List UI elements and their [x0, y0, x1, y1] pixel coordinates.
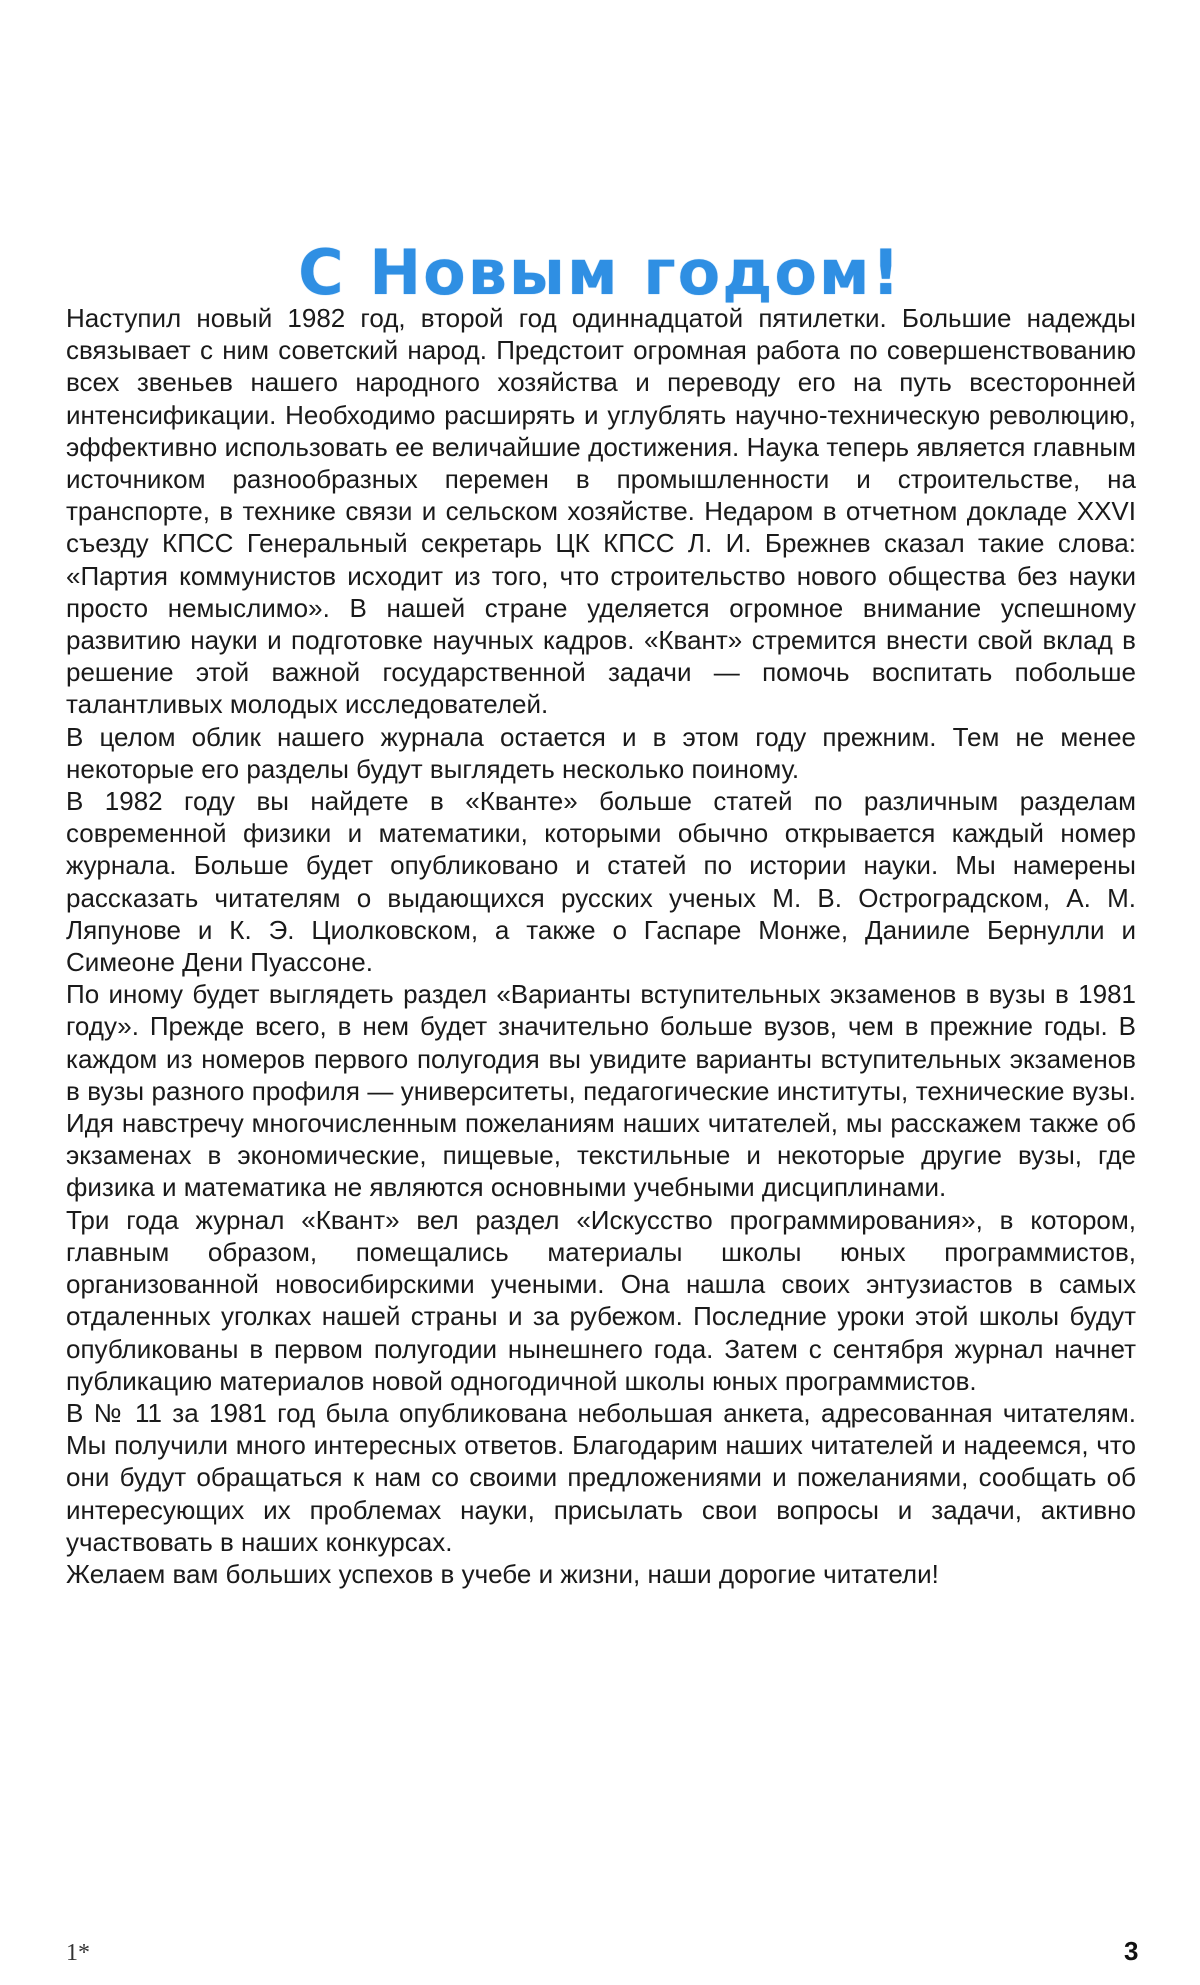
- article-body: [66, 302, 1136, 1590]
- article-paragraph: В целом облик нашего журнала остается и в этом году прежним. Тем не менее некоторые его разделы будут выглядеть несколько поиному.: [66, 721, 1136, 784]
- article-paragraph: Желаем вам больших успехов в учебе и жизни, наши дорогие читатели!: [66, 1558, 939, 1589]
- article-paragraph: В 1982 году вы найдете в «Кванте» больше статей по различным разделам современной физики и математики, которыми обычно открывается каждый номер журнала. Больше будет опубликовано и статей по истории науки. Мы намерены рассказать читателям о выдающихся русских ученых М. В. Остроградском, А. М. Ляпунове и К. Э. Циолковском, а также о Гаспаре Монже, Данииле Бернулли и Симеоне Дени Пуассоне.: [66, 786, 1136, 978]
- article-paragraph: Наступил новый 1982 год, второй год одиннадцатой пятилетки. Большие надежды связывает с ним советский народ. Предстоит огромная работа по совершенствованию всех звеньев нашего народного хозяйства и переводу его на путь всесторонней интенсификации. Необходимо расширять и углублять научно-техническую революцию, эффективно использовать ее величайшие достижения. Наука теперь является главным источником разнообразных перемен в промышленности и строительстве, на транспорте, в технике связи и сельском хозяйстве. Недаром в отчетном докладе XXVI съезду КПСС Генеральный секретарь ЦК КПСС Л. И. Брежнев сказал такие слова: «Партия коммунистов исходит из того, что строительство нового общества без науки просто немыслимо». В нашей стране уделяется огромное внимание успешному развитию науки и подготовке научных кадров. «Квант» стремится внести свой вклад в решение этой важной государственной задачи — помочь воспитать побольше талантливых молодых исследователей.: [66, 303, 1136, 720]
- signature-mark: 1*: [66, 1940, 90, 1966]
- page-number: 3: [1124, 1936, 1139, 1966]
- article-paragraph: Три года журнал «Квант» вел раздел «Искусство программирования», в котором, главным образом, помещались материалы школы юных программистов, организованной новосибирскими учеными. Она нашла своих энтузиастов в самых отдаленных уголках нашей страны и за рубежом. Последние уроки этой школы будут опубликованы в первом полугодии нынешнего года. Затем с сентября журнал начнет публикацию материалов новой одногодичной школы юных программистов.: [66, 1204, 1136, 1396]
- article-paragraph: По иному будет выглядеть раздел «Варианты вступительных экзаменов в вузы в 1981 году». Прежде всего, в нем будет значительно больше вузов, чем в прежние годы. В каждом из номеров первого полугодия вы увидите варианты вступительных экзаменов в вузы разного профиля — университеты, педагогические институты, технические вузы. Идя навстречу многочисленным пожеланиям наших читателей, мы расскажем также об экзаменах в экономические, пищевые, текстильные и некоторые другие вузы, где физика и математика не являются основными учебными дисциплинами.: [66, 979, 1136, 1203]
- page-title: С Новым годом!: [298, 235, 902, 309]
- article-paragraph: В № 11 за 1981 год была опубликована небольшая анкета, адресованная читателям. Мы получили много интересных ответов. Благодарим наших читателей и надеемся, что они будут обращаться к нам со своими предложениями и пожеланиями, сообщать об интересующих их проблемах науки, присылать свои вопросы и задачи, активно участвовать в наших конкурсах.: [66, 1397, 1136, 1557]
